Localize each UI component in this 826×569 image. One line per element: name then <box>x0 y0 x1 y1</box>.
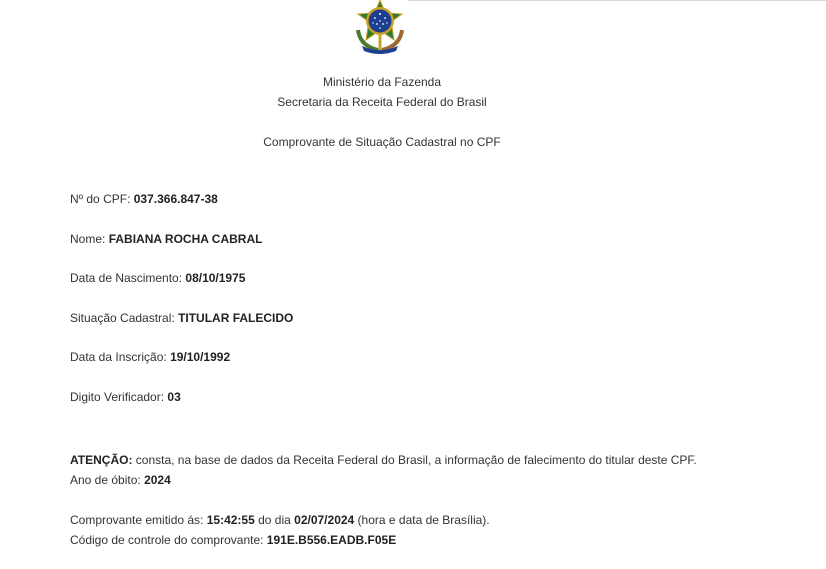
check-digit-field <box>70 390 181 404</box>
document-title: Comprovante de Situação Cadastral no CPF <box>263 135 501 149</box>
name-field <box>70 232 262 246</box>
death-notice <box>70 453 697 467</box>
registration-date-label: Data da Inscrição: <box>70 350 171 364</box>
notice-label: ATENÇÃO: <box>70 453 133 467</box>
registration-status-field <box>70 311 293 325</box>
issued-date: 02/07/2024 <box>294 513 355 527</box>
cpf-value: 037.366.847-38 <box>133 192 218 206</box>
control-code-label: Código de controle do comprovante: <box>70 533 267 547</box>
cpf-field <box>70 192 218 206</box>
name-label: Nome: <box>70 232 109 246</box>
registration-status-value: TITULAR FALECIDO <box>178 311 294 325</box>
death-year-value: 2024 <box>144 473 171 487</box>
registration-date-value: 19/10/1992 <box>170 350 231 364</box>
control-code-value: 191E.B556.EADB.F05E <box>266 533 397 547</box>
brazil-coat-of-arms-icon <box>350 0 410 55</box>
birth-date-value: 08/10/1975 <box>185 271 246 285</box>
issued-time: 15:42:55 <box>206 513 255 527</box>
issued-day-prefix: do dia <box>254 513 295 527</box>
issued-at-line <box>70 513 490 527</box>
secretariat-name: Secretaria da Receita Federal do Brasil <box>277 95 487 109</box>
ministry-name: Ministério da Fazenda <box>322 75 442 89</box>
name-value: FABIANA ROCHA CABRAL <box>108 232 263 246</box>
birth-date-field <box>70 271 245 285</box>
death-year-label: Ano de óbito: <box>70 473 145 487</box>
check-digit-value: 03 <box>167 390 181 404</box>
control-code-field <box>70 533 396 547</box>
check-digit-label: Digito Verificador: <box>70 390 168 404</box>
death-year-field <box>70 473 171 487</box>
issued-suffix: (hora e data de Brasília). <box>354 513 490 527</box>
cpf-label: Nº do CPF: <box>70 192 134 206</box>
issued-at-prefix: Comprovante emitido ás: <box>70 513 207 527</box>
birth-date-label: Data de Nascimento: <box>70 271 186 285</box>
registration-status-label: Situação Cadastral: <box>70 311 179 325</box>
notice-text: consta, na base de dados da Receita Federal do Brasil, a informação de falecimento do titular deste CPF. <box>132 453 697 467</box>
top-divider <box>408 0 826 1</box>
registration-date-field <box>70 350 230 364</box>
